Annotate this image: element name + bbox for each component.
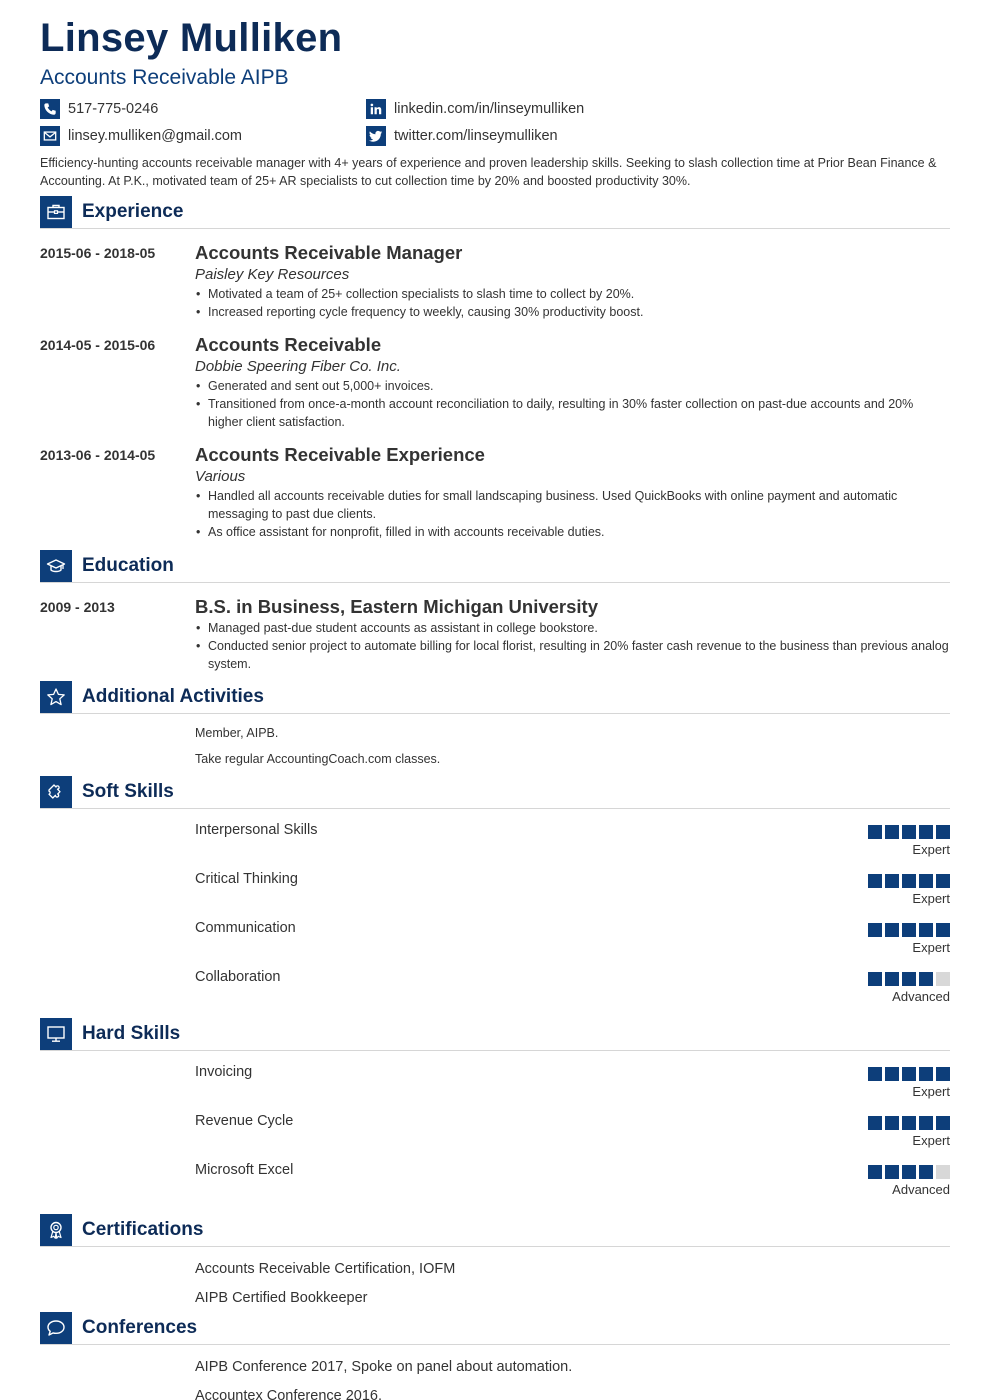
rating-dot-filled xyxy=(868,825,882,839)
certifications-section-header xyxy=(40,1213,950,1247)
entry-bullets xyxy=(195,377,950,431)
entry-date: 2014-05 - 2015-06 xyxy=(40,337,156,353)
conferences-section-header xyxy=(40,1311,950,1345)
entry-bullets xyxy=(195,285,950,321)
entry-title: Accounts Receivable Experience xyxy=(195,444,485,465)
rating-dot-filled xyxy=(919,1165,933,1179)
hard-skills-title: Hard Skills xyxy=(82,1022,181,1044)
skill-level: Expert xyxy=(912,891,950,906)
skill-meter xyxy=(868,1112,950,1161)
skill-level: Expert xyxy=(912,940,950,955)
activity-item: Take regular AccountingCoach.com classes. xyxy=(195,752,441,766)
rating-dot-filled xyxy=(885,923,899,937)
linkedin-icon xyxy=(366,99,386,119)
skill-level: Expert xyxy=(912,1133,950,1148)
rating-dot-filled xyxy=(868,1067,882,1081)
skill-row xyxy=(40,870,950,919)
contact-phone xyxy=(40,98,366,119)
skill-name: Revenue Cycle xyxy=(195,1113,294,1129)
rating-dot-filled xyxy=(885,972,899,986)
rating-dots xyxy=(868,1067,950,1081)
phone-icon xyxy=(40,99,60,119)
rating-dot-filled xyxy=(902,874,916,888)
skill-row xyxy=(40,1112,950,1161)
rating-dots xyxy=(868,1165,950,1179)
rating-dot-filled xyxy=(868,923,882,937)
skill-meter xyxy=(868,1161,950,1210)
experience-entry xyxy=(40,241,950,321)
rating-dot-filled xyxy=(936,923,950,937)
rating-dots xyxy=(868,1116,950,1130)
rating-dot-filled xyxy=(919,874,933,888)
bullet: • Managed past-due student accounts as assistant in college bookstore. xyxy=(195,619,950,637)
bullet: • Increased reporting cycle frequency to weekly, causing 30% productivity boost. xyxy=(195,303,950,321)
entry-title: Accounts Receivable Manager xyxy=(195,242,463,263)
conferences-title: Conferences xyxy=(82,1316,198,1338)
skill-meter xyxy=(868,821,950,870)
rating-dot-filled xyxy=(868,972,882,986)
contact-info xyxy=(40,98,950,146)
rating-dot-filled xyxy=(868,1116,882,1130)
skill-level: Expert xyxy=(912,842,950,857)
candidate-name: Linsey Mulliken xyxy=(40,16,343,60)
rating-dot-filled xyxy=(902,1067,916,1081)
twitter-text[interactable]: twitter.com/linseymulliken xyxy=(394,127,558,144)
rating-dot-filled xyxy=(936,1116,950,1130)
skill-meter xyxy=(868,870,950,919)
conference-item: AIPB Conference 2017, Spoke on panel about automation. xyxy=(195,1359,573,1375)
rating-dot-filled xyxy=(885,874,899,888)
email-icon xyxy=(40,126,60,146)
soft-skills-section-header xyxy=(40,775,950,809)
bullet: • Transitioned from once-a-month account reconciliation to daily, resulting in 30% faster collection on past-due accounts and 20% higher client satisfaction. xyxy=(195,395,950,431)
puzzle-icon xyxy=(40,776,72,808)
certification-item: AIPB Certified Bookkeeper xyxy=(195,1290,368,1306)
rating-dots xyxy=(868,972,950,986)
entry-date: 2009 - 2013 xyxy=(40,599,115,615)
entry-date: 2013-06 - 2014-05 xyxy=(40,447,156,463)
entry-title: B.S. in Business, Eastern Michigan University xyxy=(195,596,599,617)
rating-dot-filled xyxy=(902,972,916,986)
certifications-title: Certifications xyxy=(82,1218,204,1240)
skill-name: Microsoft Excel xyxy=(195,1162,294,1178)
conference-item: Accountex Conference 2016. xyxy=(195,1388,383,1400)
email-text[interactable]: linsey.mulliken@gmail.com xyxy=(68,127,242,144)
skill-name: Collaboration xyxy=(195,969,281,985)
experience-title: Experience xyxy=(82,200,184,222)
speech-bubble-icon xyxy=(40,1312,72,1344)
rating-dot-filled xyxy=(902,825,916,839)
hard-skills-list xyxy=(40,1063,950,1210)
bullet: • Motivated a team of 25+ collection specialists to slash time to collect by 20%. xyxy=(195,285,950,303)
entry-company: Paisley Key Resources xyxy=(195,266,350,283)
briefcase-icon xyxy=(40,196,72,228)
rating-dot-filled xyxy=(919,825,933,839)
contact-twitter[interactable] xyxy=(366,125,766,146)
skill-name: Invoicing xyxy=(195,1064,253,1080)
linkedin-text[interactable]: linkedin.com/in/linseymulliken xyxy=(394,100,585,117)
summary: Efficiency-hunting accounts receivable manager with 4+ years of experience and proven leadership skills. Seeking to slash collection time at Prior Bean Finance & Accounting. At P.K., motivated team of 25+ AR specialists to cut collection time by 20% and boosted productivity 30%. xyxy=(40,156,937,188)
rating-dot-filled xyxy=(936,874,950,888)
certification-item: Accounts Receivable Certification, IOFM xyxy=(195,1261,456,1277)
rating-dot-filled xyxy=(936,1067,950,1081)
skill-level: Expert xyxy=(912,1084,950,1099)
ribbon-award-icon xyxy=(40,1214,72,1246)
entry-date: 2015-06 - 2018-05 xyxy=(40,245,156,261)
skill-row xyxy=(40,1161,950,1210)
contact-linkedin[interactable] xyxy=(366,98,766,119)
rating-dots xyxy=(868,825,950,839)
skill-row xyxy=(40,968,950,1017)
rating-dot-filled xyxy=(885,1067,899,1081)
rating-dot-filled xyxy=(919,972,933,986)
hard-skills-section-header xyxy=(40,1017,950,1051)
rating-dot-filled xyxy=(885,1116,899,1130)
entry-bullets xyxy=(195,487,950,541)
skill-name: Interpersonal Skills xyxy=(195,822,318,838)
phone-text: 517-775-0246 xyxy=(68,100,159,117)
soft-skills-title: Soft Skills xyxy=(82,780,174,802)
skill-row xyxy=(40,1063,950,1112)
rating-dots xyxy=(868,874,950,888)
bullet: • Conducted senior project to automate billing for local florist, resulting in 20% faster cash revenue to the business than previous analog system. xyxy=(195,637,950,673)
rating-dot-filled xyxy=(885,1165,899,1179)
soft-skills-list xyxy=(40,821,950,1017)
education-entry xyxy=(40,595,950,673)
rating-dot-filled xyxy=(902,923,916,937)
candidate-title: Accounts Receivable AIPB xyxy=(40,66,289,89)
certifications-list xyxy=(40,1259,950,1308)
conferences-list xyxy=(40,1357,950,1400)
rating-dot-filled xyxy=(919,1067,933,1081)
entry-company: Dobbie Speering Fiber Co. Inc. xyxy=(195,358,401,375)
skill-name: Critical Thinking xyxy=(195,871,298,887)
twitter-icon xyxy=(366,126,386,146)
skill-row xyxy=(40,821,950,870)
activity-item: Member, AIPB. xyxy=(195,726,279,740)
education-section-header xyxy=(40,549,950,583)
rating-dot-filled xyxy=(919,923,933,937)
experience-section-header xyxy=(40,195,950,229)
rating-dots xyxy=(868,923,950,937)
rating-dot-filled xyxy=(868,874,882,888)
contact-email[interactable] xyxy=(40,125,366,146)
activities-section-header xyxy=(40,680,950,714)
skill-name: Communication xyxy=(195,920,296,936)
skill-level: Advanced xyxy=(892,989,950,1004)
skill-row xyxy=(40,919,950,968)
resume-page xyxy=(40,14,950,1400)
experience-entry xyxy=(40,333,950,431)
bullet: • Handled all accounts receivable duties for small landscaping business. Used QuickBooks with online payment and automatic messaging to past due clients. xyxy=(195,487,950,523)
skill-meter xyxy=(868,919,950,968)
bullet: • Generated and sent out 5,000+ invoices. xyxy=(195,377,950,395)
entry-title: Accounts Receivable xyxy=(195,334,382,355)
graduation-cap-icon xyxy=(40,550,72,582)
rating-dot-filled xyxy=(902,1165,916,1179)
rating-dot-filled xyxy=(902,1116,916,1130)
skill-level: Advanced xyxy=(892,1182,950,1197)
activities-title: Additional Activities xyxy=(82,685,264,707)
rating-dot-empty xyxy=(936,1165,950,1179)
education-title: Education xyxy=(82,554,174,576)
rating-dot-filled xyxy=(936,825,950,839)
skill-meter xyxy=(868,968,950,1017)
experience-entry xyxy=(40,443,950,541)
bullet: • As office assistant for nonprofit, filled in with accounts receivable duties. xyxy=(195,523,950,541)
monitor-icon xyxy=(40,1018,72,1050)
entry-bullets xyxy=(195,619,950,673)
rating-dot-empty xyxy=(936,972,950,986)
rating-dot-filled xyxy=(868,1165,882,1179)
rating-dot-filled xyxy=(919,1116,933,1130)
skill-meter xyxy=(868,1063,950,1112)
entry-company: Various xyxy=(195,468,246,485)
activities-list xyxy=(40,724,950,768)
rating-dot-filled xyxy=(885,825,899,839)
star-icon xyxy=(40,681,72,713)
